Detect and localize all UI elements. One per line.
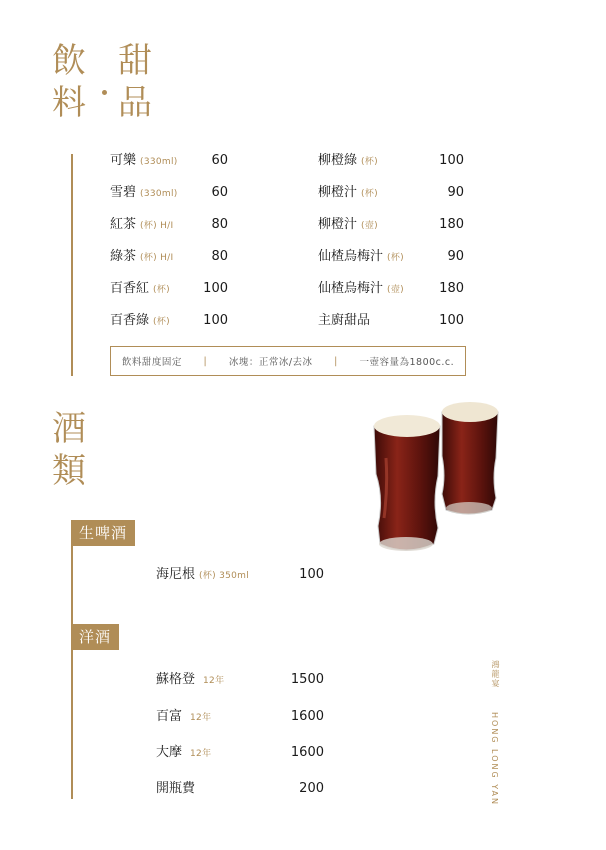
item-note: (杯) <box>153 317 170 327</box>
item-price: 1600 <box>290 709 324 724</box>
menu-item <box>156 708 324 726</box>
item-note: (杯) <box>361 189 378 199</box>
item-name: 綠茶 <box>110 249 137 264</box>
item-price: 80 <box>211 217 228 232</box>
menu-item <box>318 152 464 170</box>
title-char-dessert-2: 品 <box>118 83 152 123</box>
item-name: 百香綠 <box>110 313 150 328</box>
item-note: (杯) <box>153 285 170 295</box>
drink-notice-box <box>110 346 466 376</box>
menu-item <box>110 312 228 330</box>
item-name: 仙楂烏梅汁 <box>318 281 384 296</box>
item-price: 1500 <box>290 672 324 687</box>
notice-pitcher: 一壺容量為1800c.c. <box>359 357 455 368</box>
item-name: 紅茶 <box>110 217 137 232</box>
liquor-tag: 洋酒 <box>71 624 119 650</box>
menu-item <box>156 671 324 689</box>
item-price: 80 <box>211 249 228 264</box>
item-name: 可樂 <box>110 153 137 168</box>
title-char-alcohol-2: 類 <box>52 451 86 491</box>
notice-separator: | <box>203 355 208 367</box>
menu-item <box>156 744 324 762</box>
item-note: (壺) <box>361 221 378 231</box>
item-note: (杯) <box>387 253 404 263</box>
item-note: (330ml) <box>140 189 178 199</box>
brand-name-zh: 鴻龍宴 <box>491 660 500 689</box>
drinks-vertical-line <box>71 154 73 376</box>
item-price: 60 <box>211 153 228 168</box>
menu-item <box>318 312 464 330</box>
menu-item <box>110 152 228 170</box>
menu-item <box>110 248 228 266</box>
menu-item <box>318 216 464 234</box>
item-name: 百香紅 <box>110 281 150 296</box>
item-price: 100 <box>203 313 228 328</box>
notice-sweetness: 飲料甜度固定 <box>121 357 182 368</box>
notice-ice: 冰塊：正常冰/去冰 <box>228 357 313 368</box>
item-price: 90 <box>447 185 464 200</box>
item-price: 100 <box>203 281 228 296</box>
item-price: 100 <box>299 567 324 582</box>
menu-item <box>156 566 324 584</box>
menu-item <box>156 780 324 798</box>
item-note: (330ml) <box>140 157 178 167</box>
title-dot <box>102 90 107 95</box>
item-price: 200 <box>299 781 324 796</box>
item-note: (杯) H/I <box>140 221 174 231</box>
item-name: 大摩 <box>156 745 183 760</box>
item-price: 100 <box>439 313 464 328</box>
alcohol-vertical-line <box>71 545 73 799</box>
item-name: 百富 <box>156 709 183 724</box>
item-name: 柳橙汁 <box>318 185 358 200</box>
item-note: 12年 <box>190 713 212 723</box>
menu-item <box>110 280 228 298</box>
item-price: 180 <box>439 281 464 296</box>
item-name: 主廚甜品 <box>318 313 371 328</box>
title-char-dessert-1: 甜 <box>118 41 152 81</box>
item-price: 90 <box>447 249 464 264</box>
item-name: 雪碧 <box>110 185 137 200</box>
item-note: (杯) <box>361 157 378 167</box>
item-price: 1600 <box>290 745 324 760</box>
menu-item <box>110 184 228 202</box>
title-char-drink-1: 飲 <box>52 41 86 81</box>
item-note: 12年 <box>203 676 225 686</box>
title-char-alcohol-1: 酒 <box>52 409 86 449</box>
item-price: 180 <box>439 217 464 232</box>
menu-item <box>318 184 464 202</box>
item-name: 蘇格登 <box>156 672 196 687</box>
menu-item <box>110 216 228 234</box>
item-note: (壺) <box>387 285 404 295</box>
item-note: (杯) 350ml <box>199 571 250 581</box>
item-name: 柳橙綠 <box>318 153 358 168</box>
notice-separator: | <box>334 355 338 367</box>
item-price: 60 <box>211 185 228 200</box>
item-price: 100 <box>439 153 464 168</box>
brand-name-en: HONG LONG YAN <box>490 712 499 806</box>
menu-item <box>318 280 464 298</box>
draft-beer-tag: 生啤酒 <box>71 520 135 546</box>
item-name: 柳橙汁 <box>318 217 358 232</box>
item-note: 12年 <box>190 749 212 759</box>
item-name: 仙楂烏梅汁 <box>318 249 384 264</box>
title-char-drink-2: 料 <box>52 83 86 123</box>
item-name: 開瓶費 <box>156 781 196 796</box>
item-note: (杯) H/I <box>140 253 174 263</box>
beer-glasses-image <box>368 398 508 558</box>
menu-item <box>318 248 464 266</box>
item-name: 海尼根 <box>156 567 196 582</box>
